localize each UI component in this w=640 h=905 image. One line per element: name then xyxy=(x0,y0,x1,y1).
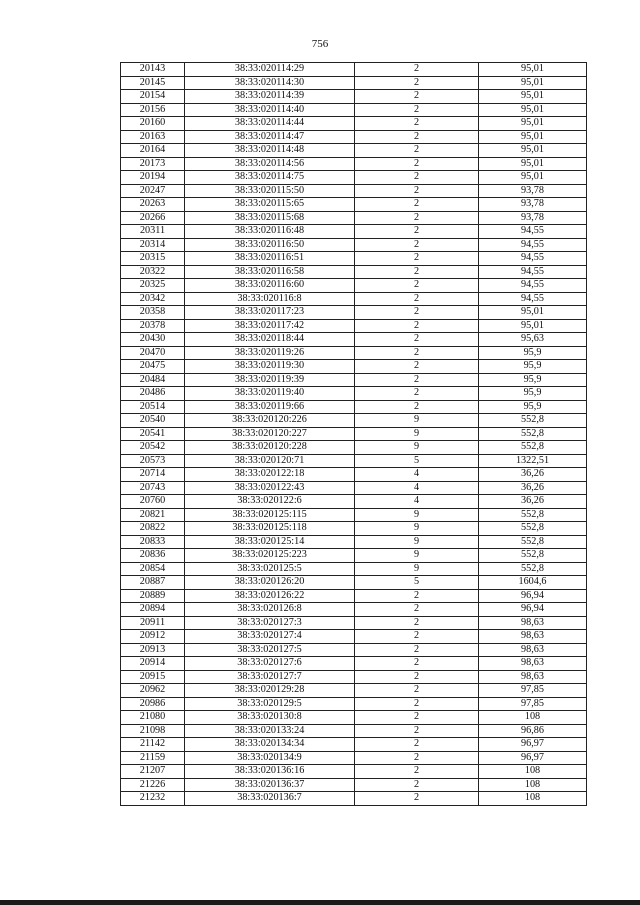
value-cell: 93,78 xyxy=(479,198,587,212)
value-cell: 1604,6 xyxy=(479,576,587,590)
cadastral-number-cell: 38:33:020114:47 xyxy=(185,130,355,144)
row-id-cell: 20912 xyxy=(121,630,185,644)
value-cell: 95,01 xyxy=(479,90,587,104)
row-id-cell: 20540 xyxy=(121,414,185,428)
count-cell: 2 xyxy=(355,117,479,131)
row-id-cell: 20714 xyxy=(121,468,185,482)
table-row xyxy=(121,144,587,158)
value-cell: 97,85 xyxy=(479,684,587,698)
table-row xyxy=(121,171,587,185)
cadastral-number-cell: 38:33:020125:14 xyxy=(185,535,355,549)
row-id-cell: 20315 xyxy=(121,252,185,266)
cadastral-number-cell: 38:33:020127:5 xyxy=(185,643,355,657)
row-id-cell: 20342 xyxy=(121,292,185,306)
count-cell: 4 xyxy=(355,495,479,509)
table-row xyxy=(121,684,587,698)
count-cell: 2 xyxy=(355,198,479,212)
cadastral-number-cell: 38:33:020126:20 xyxy=(185,576,355,590)
row-id-cell: 20573 xyxy=(121,454,185,468)
row-id-cell: 20914 xyxy=(121,657,185,671)
cadastral-number-cell: 38:33:020114:56 xyxy=(185,157,355,171)
count-cell: 2 xyxy=(355,603,479,617)
cadastral-number-cell: 38:33:020117:23 xyxy=(185,306,355,320)
count-cell: 2 xyxy=(355,306,479,320)
count-cell: 2 xyxy=(355,697,479,711)
table-row xyxy=(121,400,587,414)
table-body xyxy=(121,63,587,806)
cadastral-number-cell: 38:33:020127:4 xyxy=(185,630,355,644)
row-id-cell: 20163 xyxy=(121,130,185,144)
table-row xyxy=(121,414,587,428)
value-cell: 96,94 xyxy=(479,603,587,617)
value-cell: 95,01 xyxy=(479,144,587,158)
cadastral-number-cell: 38:33:020125:223 xyxy=(185,549,355,563)
row-id-cell: 20743 xyxy=(121,481,185,495)
cadastral-number-cell: 38:33:020117:42 xyxy=(185,319,355,333)
row-id-cell: 20263 xyxy=(121,198,185,212)
count-cell: 2 xyxy=(355,792,479,806)
count-cell: 2 xyxy=(355,387,479,401)
row-id-cell: 20986 xyxy=(121,697,185,711)
count-cell: 2 xyxy=(355,238,479,252)
row-id-cell: 20911 xyxy=(121,616,185,630)
value-cell: 552,8 xyxy=(479,535,587,549)
value-cell: 552,8 xyxy=(479,562,587,576)
table-row xyxy=(121,670,587,684)
count-cell: 2 xyxy=(355,90,479,104)
table-row xyxy=(121,333,587,347)
cadastral-number-cell: 38:33:020118:44 xyxy=(185,333,355,347)
value-cell: 552,8 xyxy=(479,508,587,522)
value-cell: 108 xyxy=(479,792,587,806)
count-cell: 2 xyxy=(355,171,479,185)
table-row xyxy=(121,562,587,576)
cadastral-number-cell: 38:33:020114:75 xyxy=(185,171,355,185)
row-id-cell: 20889 xyxy=(121,589,185,603)
cadastral-number-cell: 38:33:020114:40 xyxy=(185,103,355,117)
value-cell: 552,8 xyxy=(479,549,587,563)
row-id-cell: 21098 xyxy=(121,724,185,738)
value-cell: 36,26 xyxy=(479,495,587,509)
cadastral-number-cell: 38:33:020129:28 xyxy=(185,684,355,698)
row-id-cell: 20154 xyxy=(121,90,185,104)
cadastral-number-cell: 38:33:020122:6 xyxy=(185,495,355,509)
count-cell: 2 xyxy=(355,630,479,644)
cadastral-number-cell: 38:33:020136:7 xyxy=(185,792,355,806)
table-row xyxy=(121,319,587,333)
count-cell: 2 xyxy=(355,225,479,239)
count-cell: 2 xyxy=(355,738,479,752)
value-cell: 552,8 xyxy=(479,522,587,536)
cadastral-number-cell: 38:33:020130:8 xyxy=(185,711,355,725)
table-row xyxy=(121,616,587,630)
row-id-cell: 20266 xyxy=(121,211,185,225)
value-cell: 98,63 xyxy=(479,630,587,644)
value-cell: 96,86 xyxy=(479,724,587,738)
value-cell: 93,78 xyxy=(479,184,587,198)
cadastral-number-cell: 38:33:020125:115 xyxy=(185,508,355,522)
value-cell: 95,01 xyxy=(479,76,587,90)
row-id-cell: 20311 xyxy=(121,225,185,239)
count-cell: 2 xyxy=(355,103,479,117)
cadastral-number-cell: 38:33:020129:5 xyxy=(185,697,355,711)
count-cell: 9 xyxy=(355,414,479,428)
count-cell: 5 xyxy=(355,576,479,590)
table-row xyxy=(121,346,587,360)
row-id-cell: 21226 xyxy=(121,778,185,792)
count-cell: 2 xyxy=(355,684,479,698)
count-cell: 2 xyxy=(355,76,479,90)
cadastral-number-cell: 38:33:020116:58 xyxy=(185,265,355,279)
row-id-cell: 20913 xyxy=(121,643,185,657)
count-cell: 2 xyxy=(355,616,479,630)
count-cell: 2 xyxy=(355,292,479,306)
count-cell: 2 xyxy=(355,589,479,603)
value-cell: 95,01 xyxy=(479,157,587,171)
table-row xyxy=(121,238,587,252)
count-cell: 2 xyxy=(355,400,479,414)
cadastral-number-cell: 38:33:020136:37 xyxy=(185,778,355,792)
row-id-cell: 21207 xyxy=(121,765,185,779)
table-row xyxy=(121,778,587,792)
table-row xyxy=(121,697,587,711)
value-cell: 98,63 xyxy=(479,670,587,684)
row-id-cell: 20378 xyxy=(121,319,185,333)
row-id-cell: 20887 xyxy=(121,576,185,590)
row-id-cell: 20156 xyxy=(121,103,185,117)
value-cell: 95,01 xyxy=(479,171,587,185)
cadastral-number-cell: 38:33:020115:50 xyxy=(185,184,355,198)
cadastral-number-cell: 38:33:020114:44 xyxy=(185,117,355,131)
value-cell: 95,9 xyxy=(479,400,587,414)
value-cell: 98,63 xyxy=(479,643,587,657)
table-row xyxy=(121,495,587,509)
table-row xyxy=(121,63,587,77)
row-id-cell: 20325 xyxy=(121,279,185,293)
value-cell: 94,55 xyxy=(479,279,587,293)
cadastral-number-cell: 38:33:020122:18 xyxy=(185,468,355,482)
row-id-cell: 20475 xyxy=(121,360,185,374)
value-cell: 96,94 xyxy=(479,589,587,603)
row-id-cell: 20962 xyxy=(121,684,185,698)
cadastral-number-cell: 38:33:020115:65 xyxy=(185,198,355,212)
table-row xyxy=(121,738,587,752)
row-id-cell: 20760 xyxy=(121,495,185,509)
cadastral-number-cell: 38:33:020120:71 xyxy=(185,454,355,468)
count-cell: 2 xyxy=(355,279,479,293)
cadastral-number-cell: 38:33:020125:5 xyxy=(185,562,355,576)
cadastral-number-cell: 38:33:020114:29 xyxy=(185,63,355,77)
table-row xyxy=(121,90,587,104)
count-cell: 2 xyxy=(355,643,479,657)
count-cell: 2 xyxy=(355,144,479,158)
row-id-cell: 21142 xyxy=(121,738,185,752)
row-id-cell: 20514 xyxy=(121,400,185,414)
table-row xyxy=(121,549,587,563)
table-row xyxy=(121,225,587,239)
count-cell: 9 xyxy=(355,562,479,576)
table-row xyxy=(121,184,587,198)
row-id-cell: 20542 xyxy=(121,441,185,455)
value-cell: 95,9 xyxy=(479,387,587,401)
table-row xyxy=(121,603,587,617)
row-id-cell: 20486 xyxy=(121,387,185,401)
cadastral-number-cell: 38:33:020114:39 xyxy=(185,90,355,104)
value-cell: 1322,51 xyxy=(479,454,587,468)
cadastral-number-cell: 38:33:020119:39 xyxy=(185,373,355,387)
table-row xyxy=(121,130,587,144)
row-id-cell: 20358 xyxy=(121,306,185,320)
cadastral-number-cell: 38:33:020116:50 xyxy=(185,238,355,252)
count-cell: 2 xyxy=(355,63,479,77)
row-id-cell: 20194 xyxy=(121,171,185,185)
cadastral-number-cell: 38:33:020115:68 xyxy=(185,211,355,225)
table-row xyxy=(121,157,587,171)
count-cell: 2 xyxy=(355,670,479,684)
page-number: 756 xyxy=(311,38,329,50)
cadastral-number-cell: 38:33:020119:66 xyxy=(185,400,355,414)
value-cell: 552,8 xyxy=(479,441,587,455)
table-row xyxy=(121,279,587,293)
count-cell: 2 xyxy=(355,657,479,671)
table-row xyxy=(121,103,587,117)
table-row xyxy=(121,589,587,603)
cadastral-number-cell: 38:33:020127:6 xyxy=(185,657,355,671)
value-cell: 94,55 xyxy=(479,252,587,266)
table-row xyxy=(121,576,587,590)
value-cell: 95,63 xyxy=(479,333,587,347)
cadastral-number-cell: 38:33:020120:228 xyxy=(185,441,355,455)
table-row xyxy=(121,265,587,279)
row-id-cell: 20314 xyxy=(121,238,185,252)
count-cell: 2 xyxy=(355,765,479,779)
cadastral-number-cell: 38:33:020116:51 xyxy=(185,252,355,266)
cadastral-number-cell: 38:33:020122:43 xyxy=(185,481,355,495)
cadastral-number-cell: 38:33:020136:16 xyxy=(185,765,355,779)
row-id-cell: 20854 xyxy=(121,562,185,576)
table-row xyxy=(121,117,587,131)
count-cell: 2 xyxy=(355,360,479,374)
row-id-cell: 20915 xyxy=(121,670,185,684)
data-table xyxy=(120,62,587,806)
value-cell: 94,55 xyxy=(479,265,587,279)
count-cell: 5 xyxy=(355,454,479,468)
cadastral-number-cell: 38:33:020127:7 xyxy=(185,670,355,684)
table-row xyxy=(121,724,587,738)
row-id-cell: 20484 xyxy=(121,373,185,387)
value-cell: 96,97 xyxy=(479,751,587,765)
value-cell: 36,26 xyxy=(479,468,587,482)
cadastral-number-cell: 38:33:020116:48 xyxy=(185,225,355,239)
value-cell: 94,55 xyxy=(479,238,587,252)
table-row xyxy=(121,454,587,468)
cadastral-number-cell: 38:33:020116:60 xyxy=(185,279,355,293)
table-row xyxy=(121,252,587,266)
count-cell: 2 xyxy=(355,751,479,765)
value-cell: 98,63 xyxy=(479,616,587,630)
cadastral-number-cell: 38:33:020114:30 xyxy=(185,76,355,90)
count-cell: 2 xyxy=(355,130,479,144)
cadastral-number-cell: 38:33:020126:22 xyxy=(185,589,355,603)
row-id-cell: 20822 xyxy=(121,522,185,536)
row-id-cell: 20247 xyxy=(121,184,185,198)
row-id-cell: 20173 xyxy=(121,157,185,171)
row-id-cell: 20836 xyxy=(121,549,185,563)
row-id-cell: 20145 xyxy=(121,76,185,90)
row-id-cell: 21159 xyxy=(121,751,185,765)
table-row xyxy=(121,630,587,644)
value-cell: 95,01 xyxy=(479,319,587,333)
table-row xyxy=(121,76,587,90)
row-id-cell: 20894 xyxy=(121,603,185,617)
cadastral-number-cell: 38:33:020134:9 xyxy=(185,751,355,765)
row-id-cell: 20430 xyxy=(121,333,185,347)
cadastral-number-cell: 38:33:020127:3 xyxy=(185,616,355,630)
count-cell: 2 xyxy=(355,346,479,360)
table-row xyxy=(121,481,587,495)
value-cell: 95,9 xyxy=(479,360,587,374)
value-cell: 95,01 xyxy=(479,63,587,77)
value-cell: 96,97 xyxy=(479,738,587,752)
table-row xyxy=(121,711,587,725)
value-cell: 95,01 xyxy=(479,130,587,144)
value-cell: 97,85 xyxy=(479,697,587,711)
count-cell: 2 xyxy=(355,724,479,738)
count-cell: 9 xyxy=(355,522,479,536)
table-row xyxy=(121,657,587,671)
table-row xyxy=(121,522,587,536)
table-row xyxy=(121,387,587,401)
row-id-cell: 20164 xyxy=(121,144,185,158)
cadastral-number-cell: 38:33:020120:227 xyxy=(185,427,355,441)
cadastral-number-cell: 38:33:020119:26 xyxy=(185,346,355,360)
count-cell: 2 xyxy=(355,333,479,347)
value-cell: 93,78 xyxy=(479,211,587,225)
table-row xyxy=(121,292,587,306)
count-cell: 2 xyxy=(355,711,479,725)
count-cell: 2 xyxy=(355,373,479,387)
value-cell: 95,9 xyxy=(479,373,587,387)
count-cell: 2 xyxy=(355,265,479,279)
value-cell: 95,01 xyxy=(479,306,587,320)
count-cell: 4 xyxy=(355,468,479,482)
row-id-cell: 21080 xyxy=(121,711,185,725)
count-cell: 9 xyxy=(355,427,479,441)
count-cell: 4 xyxy=(355,481,479,495)
value-cell: 108 xyxy=(479,711,587,725)
count-cell: 9 xyxy=(355,508,479,522)
table-row xyxy=(121,373,587,387)
count-cell: 2 xyxy=(355,252,479,266)
value-cell: 108 xyxy=(479,765,587,779)
row-id-cell: 21232 xyxy=(121,792,185,806)
cadastral-number-cell: 38:33:020126:8 xyxy=(185,603,355,617)
value-cell: 552,8 xyxy=(479,414,587,428)
table-row xyxy=(121,792,587,806)
data-table-container xyxy=(120,62,587,806)
row-id-cell: 20322 xyxy=(121,265,185,279)
cadastral-number-cell: 38:33:020133:24 xyxy=(185,724,355,738)
table-row xyxy=(121,306,587,320)
row-id-cell: 20541 xyxy=(121,427,185,441)
table-row xyxy=(121,427,587,441)
count-cell: 9 xyxy=(355,441,479,455)
row-id-cell: 20160 xyxy=(121,117,185,131)
count-cell: 2 xyxy=(355,778,479,792)
table-row xyxy=(121,535,587,549)
count-cell: 2 xyxy=(355,157,479,171)
table-row xyxy=(121,508,587,522)
table-row xyxy=(121,360,587,374)
cadastral-number-cell: 38:33:020119:30 xyxy=(185,360,355,374)
cadastral-number-cell: 38:33:020119:40 xyxy=(185,387,355,401)
row-id-cell: 20143 xyxy=(121,63,185,77)
row-id-cell: 20821 xyxy=(121,508,185,522)
row-id-cell: 20470 xyxy=(121,346,185,360)
table-row xyxy=(121,468,587,482)
bottom-edge-rule xyxy=(0,900,640,905)
cadastral-number-cell: 38:33:020116:8 xyxy=(185,292,355,306)
value-cell: 36,26 xyxy=(479,481,587,495)
count-cell: 2 xyxy=(355,211,479,225)
table-row xyxy=(121,765,587,779)
value-cell: 95,01 xyxy=(479,103,587,117)
table-row xyxy=(121,198,587,212)
count-cell: 2 xyxy=(355,319,479,333)
row-id-cell: 20833 xyxy=(121,535,185,549)
table-row xyxy=(121,211,587,225)
value-cell: 98,63 xyxy=(479,657,587,671)
value-cell: 94,55 xyxy=(479,292,587,306)
value-cell: 95,9 xyxy=(479,346,587,360)
value-cell: 95,01 xyxy=(479,117,587,131)
value-cell: 552,8 xyxy=(479,427,587,441)
value-cell: 94,55 xyxy=(479,225,587,239)
table-row xyxy=(121,751,587,765)
cadastral-number-cell: 38:33:020120:226 xyxy=(185,414,355,428)
cadastral-number-cell: 38:33:020114:48 xyxy=(185,144,355,158)
value-cell: 108 xyxy=(479,778,587,792)
table-row xyxy=(121,643,587,657)
count-cell: 9 xyxy=(355,549,479,563)
count-cell: 9 xyxy=(355,535,479,549)
cadastral-number-cell: 38:33:020134:34 xyxy=(185,738,355,752)
cadastral-number-cell: 38:33:020125:118 xyxy=(185,522,355,536)
count-cell: 2 xyxy=(355,184,479,198)
table-row xyxy=(121,441,587,455)
